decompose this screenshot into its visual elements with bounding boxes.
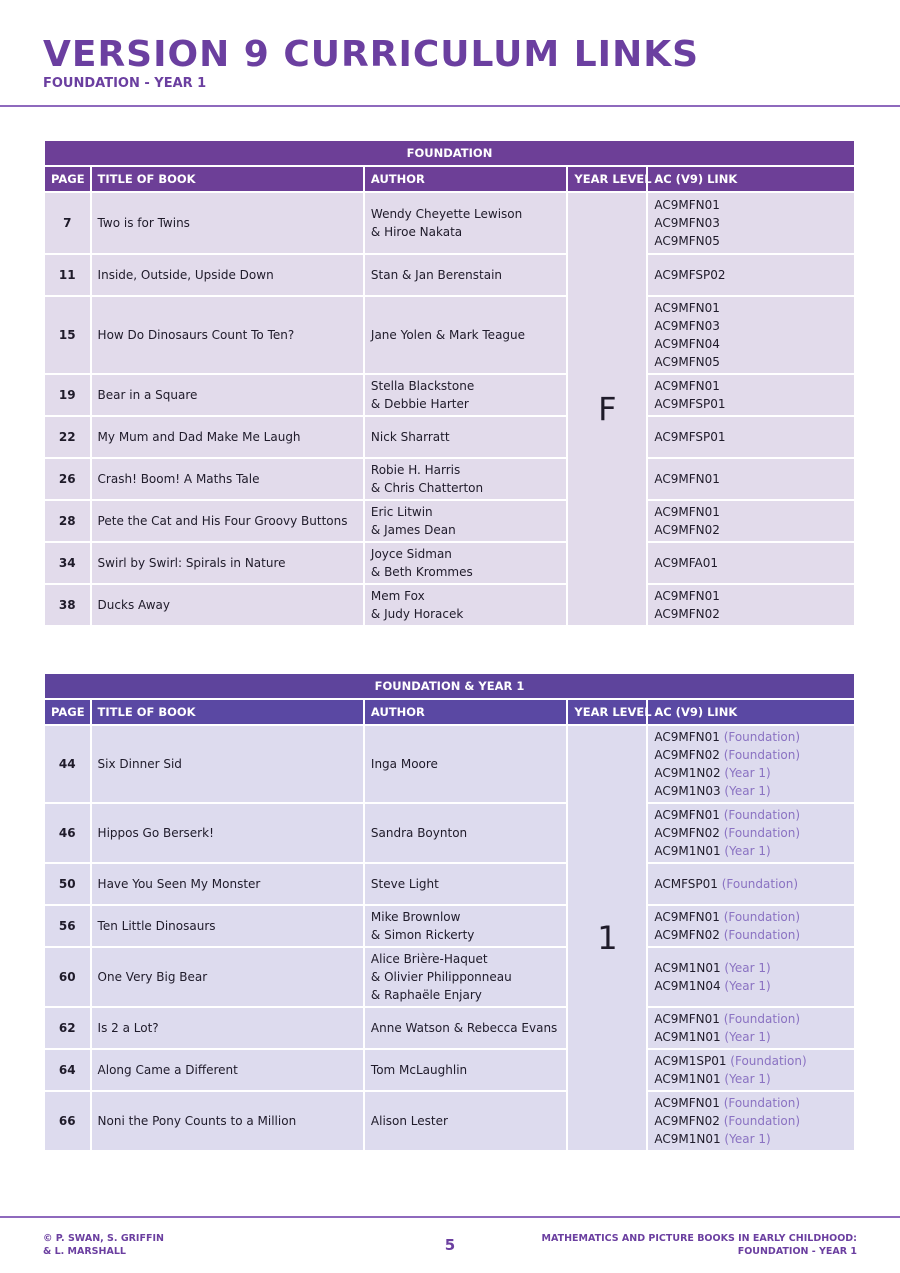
curriculum-link [654,554,848,572]
table-caption: FOUNDATION [45,141,854,165]
curriculum-code: AC9MFN01 [654,379,720,393]
author-cell [365,193,566,253]
curriculum-link-cell [648,1050,854,1090]
foundation-table [43,139,856,627]
footer-divider [0,1216,900,1218]
table-row [45,804,854,862]
table-row [45,1050,854,1090]
page-number: 5 [444,1236,456,1254]
table-row [45,543,854,583]
curriculum-link [654,587,848,605]
curriculum-code: AC9MFSP01 [654,397,726,411]
footer-book-title [542,1232,857,1258]
footer-book-title-line: FOUNDATION - YEAR 1 [737,1246,857,1257]
curriculum-code: AC9M1N01 [654,1132,721,1146]
curriculum-link [654,1028,848,1046]
author-line: Stella Blackstone [370,379,475,393]
curriculum-level-note: (Foundation) [723,748,801,762]
curriculum-link-cell [648,804,854,862]
curriculum-link [654,470,848,488]
curriculum-level-note: (Foundation) [723,928,801,942]
table-row [45,297,854,373]
page-cell: 19 [45,375,90,415]
curriculum-code: AC9MFN01 [654,505,720,519]
author-line: Alice Brière-Haquet [370,952,488,966]
curriculum-code: AC9MFN03 [654,319,720,333]
author-line: Joyce Sidman [370,547,452,561]
page-cell: 64 [45,1050,90,1090]
book-title-cell: Inside, Outside, Upside Down [92,255,363,295]
curriculum-link-cell [648,585,854,625]
author-line: Sandra Boynton [370,826,468,840]
column-header-year-level: YEAR LEVEL [568,167,646,191]
author-line: Inga Moore [370,757,438,771]
year-level-cell: F [568,193,646,625]
curriculum-code: AC9MFN02 [654,826,720,840]
book-title-cell: Is 2 a Lot? [92,1008,363,1048]
author-line: & Raphaële Enjary [370,988,482,1002]
page-cell: 56 [45,906,90,946]
curriculum-level-note: (Year 1) [724,961,771,975]
book-title-cell: Ten Little Dinosaurs [92,906,363,946]
footer-copyright-line: & L. MARSHALL [43,1246,126,1257]
curriculum-link [654,317,848,335]
page-cell: 22 [45,417,90,457]
author-line: & James Dean [370,523,456,537]
curriculum-level-note: (Foundation) [723,1012,801,1026]
book-title-cell: Bear in a Square [92,375,363,415]
page-subtitle: FOUNDATION - YEAR 1 [43,76,207,91]
curriculum-link [654,353,848,371]
curriculum-level-note: (Foundation) [730,1054,807,1068]
curriculum-code: AC9MFN01 [654,808,720,822]
page-cell: 62 [45,1008,90,1048]
author-cell [365,948,566,1006]
column-header-page: PAGE [45,167,90,191]
curriculum-link-cell [648,459,854,499]
curriculum-link [654,377,848,395]
curriculum-link [654,926,848,944]
curriculum-level-note: (Year 1) [724,1030,771,1044]
author-cell [365,375,566,415]
author-line: & Debbie Harter [370,397,469,411]
curriculum-code: AC9MFN02 [654,928,720,942]
curriculum-link-cell [648,375,854,415]
book-title-cell: How Do Dinosaurs Count To Ten? [92,297,363,373]
curriculum-code: AC9M1N03 [654,784,721,798]
curriculum-link [654,959,848,977]
column-header-title: TITLE OF BOOK [92,167,363,191]
curriculum-link-cell [648,255,854,295]
table-row [45,726,854,802]
curriculum-link [654,782,848,800]
page-cell: 28 [45,501,90,541]
author-line: & Hiroe Nakata [370,225,463,239]
author-line: Steve Light [370,877,439,891]
curriculum-level-note: (Year 1) [724,979,771,993]
curriculum-link [654,521,848,539]
curriculum-level-note: (Year 1) [724,1132,771,1146]
book-title-cell: Pete the Cat and His Four Groovy Buttons [92,501,363,541]
curriculum-link [654,1010,848,1028]
curriculum-link [654,196,848,214]
curriculum-level-note: (Year 1) [724,784,771,798]
book-title-cell: Ducks Away [92,585,363,625]
foundation-year1-table [43,672,856,1152]
author-line: & Olivier Philipponneau [370,970,512,984]
author-cell [365,297,566,373]
year-level-cell: 1 [568,726,646,1150]
curriculum-link-cell [648,1008,854,1048]
curriculum-link [654,428,848,446]
curriculum-link [654,232,848,250]
curriculum-code: AC9MFN05 [654,234,720,248]
author-line: Mike Brownlow [370,910,461,924]
curriculum-code: ACMFSP01 [654,877,722,891]
curriculum-level-note: (Foundation) [723,1096,801,1110]
footer-copyright [43,1232,164,1258]
curriculum-code: AC9MFN01 [654,589,720,603]
author-line: & Simon Rickerty [370,928,475,942]
column-header-title: TITLE OF BOOK [92,700,363,724]
table-row [45,459,854,499]
page-cell: 50 [45,864,90,904]
footer-book-title-line: MATHEMATICS AND PICTURE BOOKS IN EARLY CHILDHOOD: [541,1233,857,1244]
author-line: & Judy Horacek [370,607,464,621]
curriculum-code: AC9MFN02 [654,748,720,762]
page-cell: 46 [45,804,90,862]
author-line: & Beth Krommes [370,565,473,579]
curriculum-link-cell [648,948,854,1006]
curriculum-level-note: (Foundation) [723,910,801,924]
book-title-cell: Along Came a Different [92,1050,363,1090]
table-row [45,1092,854,1150]
curriculum-link [654,824,848,842]
author-line: Anne Watson & Rebecca Evans [370,1021,558,1035]
column-header-year-level: YEAR LEVEL [568,700,646,724]
table-row [45,501,854,541]
page-cell: 34 [45,543,90,583]
table-row [45,1008,854,1048]
curriculum-code: AC9MFN01 [654,910,720,924]
curriculum-link [654,1052,848,1070]
table-row [45,255,854,295]
curriculum-link [654,806,848,824]
column-header-author: AUTHOR [365,700,566,724]
author-line: Mem Fox [370,589,425,603]
author-line: Alison Lester [370,1114,448,1128]
curriculum-code: AC9MFSP01 [654,430,726,444]
curriculum-code: AC9MFN03 [654,216,720,230]
curriculum-code: AC9MFN01 [654,1096,720,1110]
author-line: Stan & Jan Berenstain [370,268,503,282]
curriculum-link-cell [648,297,854,373]
curriculum-link [654,1070,848,1088]
curriculum-link [654,266,848,284]
page-cell: 38 [45,585,90,625]
curriculum-link [654,977,848,995]
author-cell [365,864,566,904]
curriculum-code: AC9MFN01 [654,198,720,212]
curriculum-link [654,1112,848,1130]
curriculum-code: AC9MFN01 [654,472,720,486]
page-cell: 66 [45,1092,90,1150]
curriculum-link [654,728,848,746]
curriculum-link [654,605,848,623]
curriculum-code: AC9MFN01 [654,730,720,744]
curriculum-code: AC9MFN05 [654,355,720,369]
table-row [45,585,854,625]
curriculum-level-note: (Year 1) [724,844,771,858]
author-line: Robie H. Harris [370,463,461,477]
author-line: Wendy Cheyette Lewison [370,207,523,221]
page-cell: 11 [45,255,90,295]
curriculum-link [654,908,848,926]
page-cell: 26 [45,459,90,499]
curriculum-level-note: (Foundation) [721,877,799,891]
curriculum-level-note: (Year 1) [724,1072,771,1086]
page-cell: 15 [45,297,90,373]
curriculum-level-note: (Foundation) [723,730,801,744]
author-cell [365,585,566,625]
column-header-link: AC (V9) LINK [648,700,854,724]
curriculum-link-cell [648,906,854,946]
curriculum-level-note: (Year 1) [724,766,771,780]
author-line: Tom McLaughlin [370,1063,468,1077]
curriculum-code: AC9MFN04 [654,337,720,351]
book-title-cell: My Mum and Dad Make Me Laugh [92,417,363,457]
curriculum-code: AC9M1N01 [654,1072,721,1086]
curriculum-link-cell [648,1092,854,1150]
author-cell [365,459,566,499]
column-header-link: AC (V9) LINK [648,167,854,191]
curriculum-link [654,746,848,764]
curriculum-link [654,335,848,353]
curriculum-code: AC9MFN02 [654,607,720,621]
author-cell [365,501,566,541]
book-title-cell: One Very Big Bear [92,948,363,1006]
curriculum-code: AC9MFN02 [654,1114,720,1128]
curriculum-link-cell [648,864,854,904]
curriculum-code: AC9MFSP02 [654,268,726,282]
page-title: VERSION 9 CURRICULUM LINKS [43,34,700,75]
author-cell [365,726,566,802]
curriculum-link-cell [648,543,854,583]
page-cell: 44 [45,726,90,802]
column-header-author: AUTHOR [365,167,566,191]
curriculum-link-cell [648,726,854,802]
page-cell: 7 [45,193,90,253]
header-divider [0,105,900,107]
curriculum-code: AC9M1N01 [654,844,721,858]
table-caption: FOUNDATION & YEAR 1 [45,674,854,698]
curriculum-code: AC9MFN01 [654,301,720,315]
curriculum-link [654,299,848,317]
author-cell [365,1050,566,1090]
author-cell [365,906,566,946]
curriculum-code: AC9M1N02 [654,766,721,780]
curriculum-code: AC9MFN01 [654,1012,720,1026]
table-row [45,948,854,1006]
curriculum-link [654,1130,848,1148]
author-cell [365,804,566,862]
table-row [45,417,854,457]
author-cell [365,1008,566,1048]
column-header-page: PAGE [45,700,90,724]
curriculum-link [654,764,848,782]
curriculum-code: AC9M1N04 [654,979,721,993]
book-title-cell: Have You Seen My Monster [92,864,363,904]
table-row [45,864,854,904]
curriculum-link [654,1094,848,1112]
table-row [45,906,854,946]
curriculum-link [654,875,848,893]
book-title-cell: Hippos Go Berserk! [92,804,363,862]
author-line: Eric Litwin [370,505,433,519]
author-line: & Chris Chatterton [370,481,484,495]
page-cell: 60 [45,948,90,1006]
author-line: Nick Sharratt [370,430,450,444]
table-row [45,193,854,253]
table-row [45,375,854,415]
author-cell [365,255,566,295]
curriculum-code: AC9M1N01 [654,1030,721,1044]
curriculum-level-note: (Foundation) [723,1114,801,1128]
author-line: Jane Yolen & Mark Teague [370,328,526,342]
curriculum-link-cell [648,193,854,253]
author-cell [365,1092,566,1150]
curriculum-code: AC9M1SP01 [654,1054,727,1068]
author-cell [365,417,566,457]
curriculum-level-note: (Foundation) [723,826,801,840]
book-title-cell: Crash! Boom! A Maths Tale [92,459,363,499]
book-title-cell: Six Dinner Sid [92,726,363,802]
book-title-cell: Two is for Twins [92,193,363,253]
curriculum-code: AC9M1N01 [654,961,721,975]
book-title-cell: Noni the Pony Counts to a Million [92,1092,363,1150]
curriculum-level-note: (Foundation) [723,808,801,822]
curriculum-link [654,214,848,232]
curriculum-link [654,503,848,521]
curriculum-code: AC9MFA01 [654,556,718,570]
footer-copyright-line: © P. SWAN, S. GRIFFIN [43,1233,164,1244]
author-cell [365,543,566,583]
curriculum-link [654,842,848,860]
curriculum-code: AC9MFN02 [654,523,720,537]
curriculum-link-cell [648,417,854,457]
book-title-cell: Swirl by Swirl: Spirals in Nature [92,543,363,583]
curriculum-link-cell [648,501,854,541]
curriculum-link [654,395,848,413]
